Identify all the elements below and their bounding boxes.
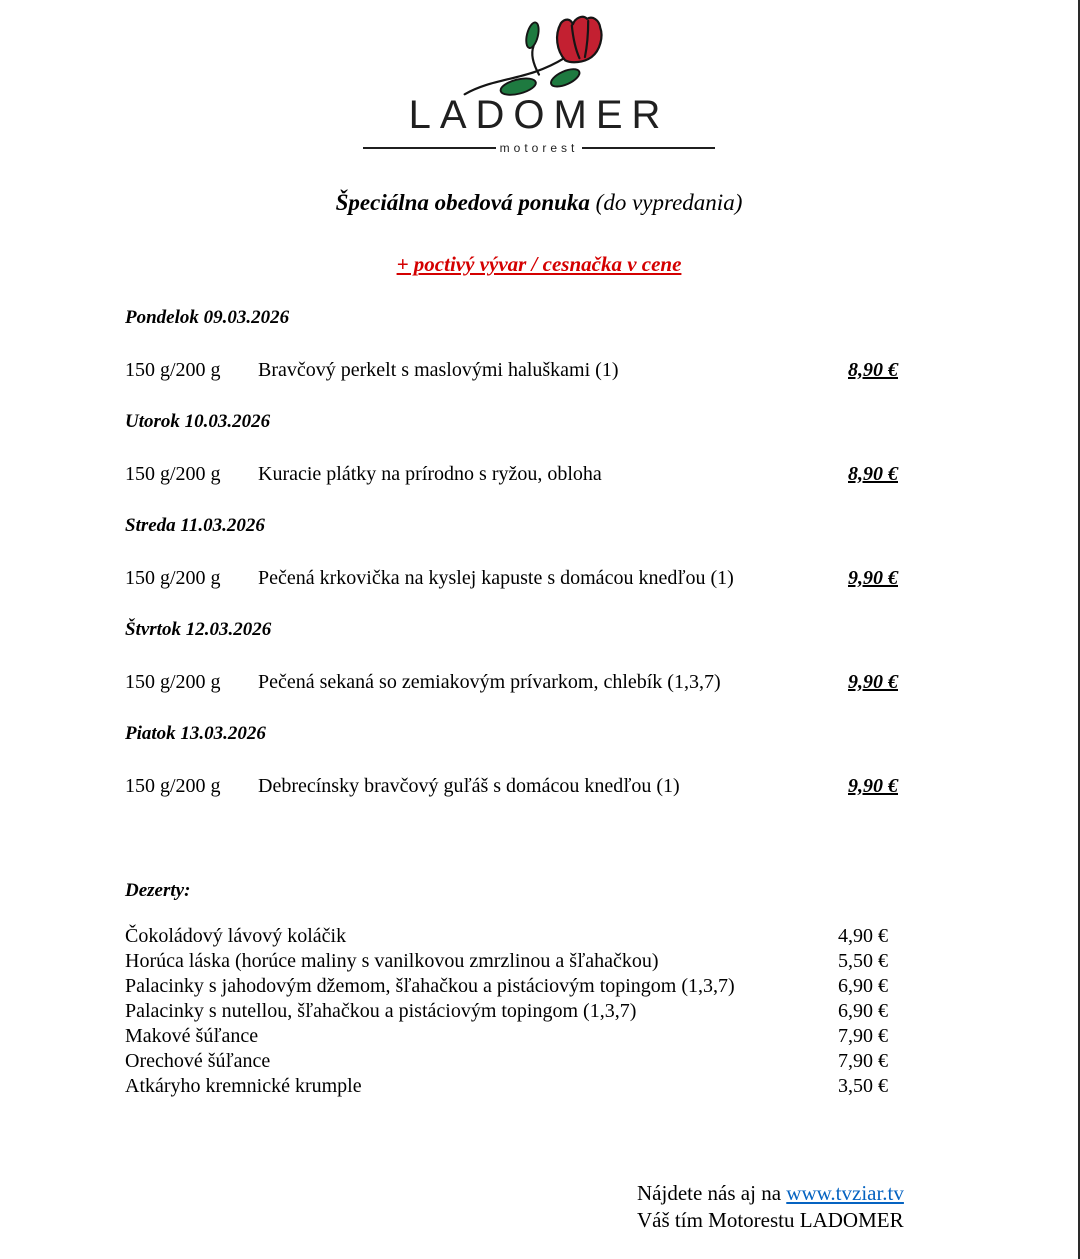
dessert-row bbox=[125, 974, 888, 999]
dessert-row bbox=[125, 1049, 888, 1074]
dish-name: Pečená sekaná so zemiakovým prívarkom, chlebík (1,3,7) bbox=[258, 671, 721, 693]
divider-line-left bbox=[363, 147, 496, 149]
menu-row-tuesday bbox=[125, 463, 898, 486]
dessert-price: 3,50 € bbox=[838, 1075, 888, 1097]
weekly-menu bbox=[125, 307, 898, 798]
divider-line-right bbox=[582, 147, 715, 149]
page-title-main: Špeciálna obedová ponuka bbox=[335, 190, 590, 215]
dish-name: Kuracie plátky na prírodno s ryžou, obloha bbox=[258, 463, 602, 485]
menu-row-friday bbox=[125, 775, 898, 798]
dessert-price: 6,90 € bbox=[838, 975, 888, 997]
footer-find-us-line bbox=[637, 1180, 904, 1207]
dessert-price: 5,50 € bbox=[838, 950, 888, 972]
dish-price: 9,90 € bbox=[848, 775, 898, 797]
page-title bbox=[0, 189, 1078, 217]
dessert-price: 4,90 € bbox=[838, 925, 888, 947]
dessert-row bbox=[125, 949, 888, 974]
page-title-note: (do vypredania) bbox=[589, 190, 743, 215]
dessert-name: Čokoládový lávový koláčik bbox=[125, 925, 347, 947]
day-header-tuesday: Utorok 10.03.2026 bbox=[125, 411, 271, 432]
portion-size: 150 g/200 g bbox=[125, 775, 221, 797]
day-header-friday: Piatok 13.03.2026 bbox=[125, 723, 266, 744]
restaurant-logo bbox=[0, 0, 1078, 155]
dish-price: 8,90 € bbox=[848, 463, 898, 485]
footer bbox=[637, 1180, 904, 1234]
dish-price: 9,90 € bbox=[848, 567, 898, 589]
day-header-monday: Pondelok 09.03.2026 bbox=[125, 307, 290, 328]
portion-size: 150 g/200 g bbox=[125, 463, 221, 485]
logo-tagline: motorest bbox=[499, 141, 579, 155]
portion-size: 150 g/200 g bbox=[125, 359, 221, 381]
dessert-name: Orechové šúľance bbox=[125, 1050, 271, 1072]
dessert-name: Atkáryho kremnické krumple bbox=[125, 1075, 362, 1097]
dessert-row bbox=[125, 1074, 888, 1099]
dessert-row bbox=[125, 1024, 888, 1049]
day-header-wednesday: Streda 11.03.2026 bbox=[125, 515, 265, 536]
desserts-section bbox=[125, 880, 888, 1099]
menu-row-thursday bbox=[125, 671, 898, 694]
portion-size: 150 g/200 g bbox=[125, 671, 221, 693]
dish-name: Bravčový perkelt s maslovými haluškami (1) bbox=[258, 359, 619, 381]
dish-price: 8,90 € bbox=[848, 359, 898, 381]
dish-price: 9,90 € bbox=[848, 671, 898, 693]
dessert-name: Palacinky s jahodovým džemom, šľahačkou a pistáciovým topingom (1,3,7) bbox=[125, 975, 735, 997]
rose-logo-icon bbox=[0, 12, 1078, 100]
included-soup-note: + poctivý vývar / cesnačka v cene bbox=[396, 252, 682, 276]
portion-size: 150 g/200 g bbox=[125, 567, 221, 589]
dessert-name: Makové šúľance bbox=[125, 1025, 259, 1047]
dessert-price: 6,90 € bbox=[838, 1000, 888, 1022]
tvziar-link[interactable]: www.tvziar.tv bbox=[786, 1181, 904, 1205]
dish-name: Pečená krkovička na kyslej kapuste s domácou knedľou (1) bbox=[258, 567, 734, 589]
dish-name: Debrecínsky bravčový guľáš s domácou knedľou (1) bbox=[258, 775, 680, 797]
dessert-price: 7,90 € bbox=[838, 1050, 888, 1072]
desserts-heading: Dezerty: bbox=[125, 880, 191, 901]
logo-divider bbox=[363, 141, 715, 155]
menu-row-wednesday bbox=[125, 567, 898, 590]
dessert-name: Horúca láska (horúce maliny s vanilkovou zmrzlinou a šľahačkou) bbox=[125, 950, 659, 972]
footer-signature-line: Váš tím Motorestu LADOMER bbox=[637, 1208, 904, 1232]
dessert-price: 7,90 € bbox=[838, 1025, 888, 1047]
day-header-thursday: Štvrtok 12.03.2026 bbox=[125, 619, 272, 640]
dessert-row bbox=[125, 999, 888, 1024]
dessert-row bbox=[125, 924, 888, 949]
footer-prefix: Nájdete nás aj na bbox=[637, 1181, 787, 1205]
menu-row-monday bbox=[125, 359, 898, 382]
dessert-name: Palacinky s nutellou, šľahačkou a pistáciovým topingom (1,3,7) bbox=[125, 1000, 637, 1022]
logo-wordmark: LADOMER bbox=[408, 93, 670, 137]
